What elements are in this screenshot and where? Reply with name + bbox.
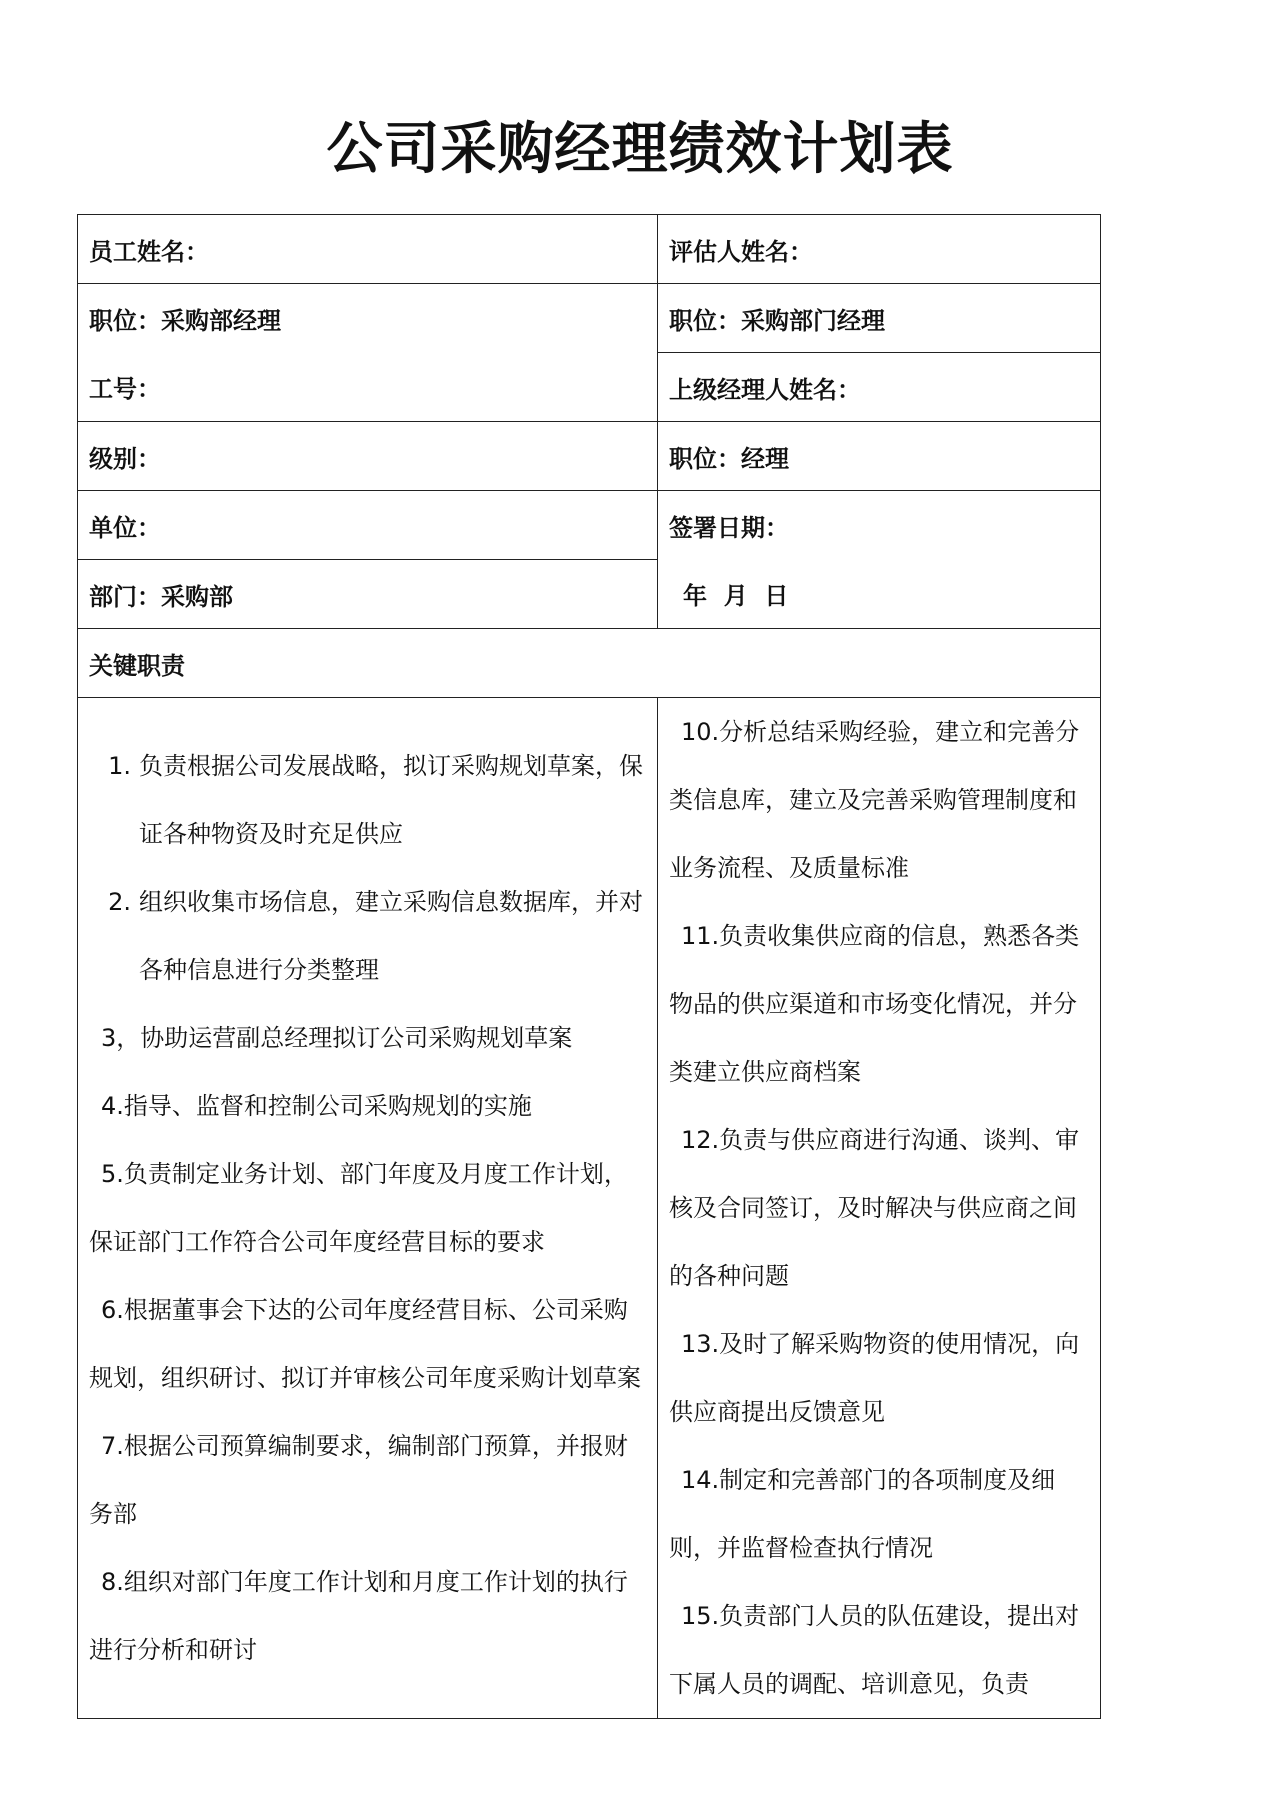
duty-item: 3，协助运营副总经理拟订公司采购规划草案 [101,1024,573,1052]
form-row [78,215,1101,284]
duty-item: 12.负责与供应商进行沟通、谈判、审核及合同签订，及时解决与供应商之间的各种问题 [669,1126,1080,1290]
duty-item: 13.及时了解采购物资的使用情况，向供应商提出反馈意见 [669,1330,1080,1426]
duty-item: 6.根据董事会下达的公司年度经营目标、公司采购规划，组织研讨、拟订并审核公司年度采购计划草案 [89,1296,641,1392]
duty-text: 组织收集市场信息，建立采购信息数据库，并对各种信息进行分类整理 [139,888,643,984]
unit-field[interactable]: 单位： [78,491,658,560]
duty-item: 11.负责收集供应商的信息，熟悉各类物品的供应渠道和市场变化情况，并分类建立供应商档案 [669,922,1080,1086]
evaluator-position-field[interactable]: 职位：采购部门经理 [658,284,1101,353]
duty-number: 2. [108,888,131,916]
duty-text: 负责根据公司发展战略，拟订采购规划草案，保证各种物资及时充足供应 [139,752,643,848]
duty-number: 1. [108,752,131,780]
performance-form-table [77,214,1101,1719]
level-field[interactable]: 级别： [78,422,658,491]
position-id-cell [78,284,658,422]
duty-item: 15.负责部门人员的队伍建设，提出对下属人员的调配、培训意见，负责 [669,1602,1080,1698]
manager-name-field[interactable]: 上级经理人姓名： [658,353,1101,422]
duty-item: 10.分析总结采购经验，建立和完善分类信息库，建立及完善采购管理制度和业务流程、及质量标准 [669,718,1080,882]
sign-date-cell [658,491,1101,629]
position-field[interactable]: 职位：采购部经理 [89,307,281,335]
evaluator-name-field[interactable]: 评估人姓名： [658,215,1101,284]
duty-item: 4.指导、监督和控制公司采购规划的实施 [101,1092,532,1120]
page-title: 公司采购经理绩效计划表 [326,117,954,182]
form-row [78,284,1101,353]
duties-row [78,698,1101,1719]
duty-item: 5.负责制定业务计划、部门年度及月度工作计划，保证部门工作符合公司年度经营目标的要求 [89,1160,628,1256]
duty-item [89,732,646,868]
form-row [78,422,1101,491]
form-row [78,491,1101,560]
right-duties-cell [658,698,1101,1719]
sign-date-label: 签署日期： [669,514,789,542]
duty-item: 7.根据公司预算编制要求，编制部门预算，并报财务部 [89,1432,628,1528]
employee-id-field[interactable]: 工号： [89,375,161,403]
manager-position-field[interactable]: 职位：经理 [658,422,1101,491]
sign-date-field[interactable]: 年 月 日 [683,582,789,610]
department-field[interactable]: 部门：采购部 [78,560,658,629]
key-duties-heading: 关键职责 [78,629,1101,698]
employee-name-field[interactable]: 员工姓名： [78,215,658,284]
duty-item: 8.组织对部门年度工作计划和月度工作计划的执行进行分析和研讨 [89,1568,628,1664]
left-duties-cell [78,698,658,1719]
duty-item [89,868,646,1004]
duty-item: 14.制定和完善部门的各项制度及细则，并监督检查执行情况 [669,1466,1056,1562]
form-row [78,629,1101,698]
